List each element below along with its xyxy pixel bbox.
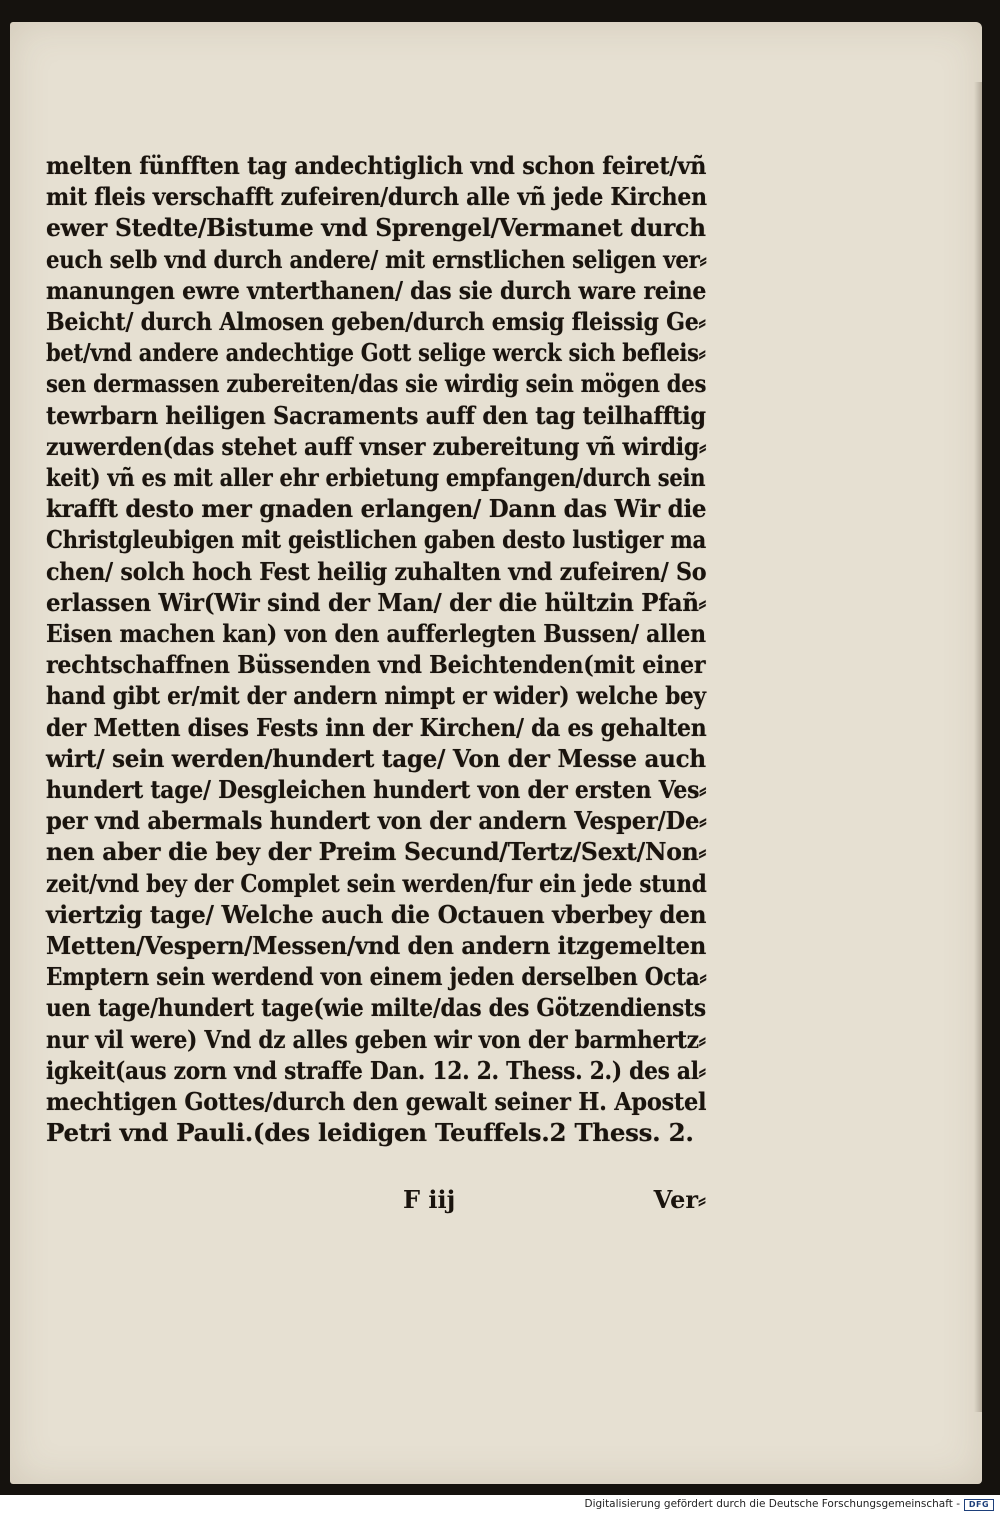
text-line: mit fleis verschafft zufeiren/durch alle vñ jede Kirchen	[46, 182, 707, 212]
text-line: nur vil were) Vnd dz alles geben wir von der barmhertz⸗	[46, 1024, 706, 1054]
page-footer-line	[46, 1185, 706, 1217]
text-line: wirt/ sein werden/hundert tage/ Von der Messe auch	[46, 743, 706, 773]
funding-credit: Digitalisierung gefördert durch die Deutsche Forschungsgemeinschaft -	[584, 1498, 960, 1510]
text-line: bet/vnd andere andechtige Gott selige werck sich befleis⸗	[46, 338, 706, 368]
text-line: viertzig tage/ Welche auch die Octauen vberbey den	[46, 899, 707, 929]
text-line: Eisen machen kan) von den aufferlegten Bussen/ allen	[46, 619, 706, 649]
text-line: igkeit(aus zorn vnd straffe Dan. 12. 2. Thess. 2.) des al⸗	[46, 1055, 706, 1085]
text-line: manungen ewre vnterthanen/ das sie durch ware reine	[46, 275, 707, 305]
text-line: Christgleubigen mit geistlichen gaben desto lustiger ma	[46, 525, 706, 555]
body-text	[46, 150, 706, 1149]
text-line: hundert tage/ Desgleichen hundert von der ersten Ves⸗	[46, 775, 707, 805]
text-line: hand gibt er/mit der andern nimpt er wider) welche bey	[46, 681, 706, 711]
text-line: melten fünfften tag andechtiglich vnd schon feiret/vñ	[46, 151, 707, 180]
text-line: Beicht/ durch Almosen geben/durch emsig fleissig Ge⸗	[46, 307, 706, 337]
text-line: mechtigen Gottes/durch den gewalt seiner H. Apostel	[46, 1087, 707, 1117]
text-line: ewer Stedte/Bistume vnd Sprengel/Vermanet durch	[46, 213, 706, 243]
digitization-footer	[0, 1495, 1000, 1515]
text-line: per vnd abermals hundert von der andern Vesper/De⸗	[46, 806, 707, 836]
text-line: Metten/Vespern/Messen/vnd den andern itzgemelten	[46, 931, 707, 961]
text-line: Petri vnd Pauli.(des leidigen Teuffels.2 Thess. 2.	[46, 1118, 694, 1148]
text-line: Emptern sein werdend von einem jeden derselben Octa⸗	[46, 962, 707, 992]
text-line: uen tage/hundert tage(wie milte/das des Götzendiensts	[46, 993, 706, 1023]
text-line: tewrbarn heiligen Sacraments auff den tag teilhafftig	[46, 400, 706, 430]
text-line: krafft desto mer gnaden erlangen/ Dann das Wir die	[46, 494, 707, 524]
text-line: der Metten dises Fests inn der Kirchen/ da es gehalten	[46, 712, 707, 742]
text-line: euch selb vnd durch andere/ mit ernstlichen seligen ver⸗	[46, 244, 707, 274]
text-line: sen dermassen zubereiten/das sie wirdig sein mögen des	[46, 369, 707, 399]
text-line: rechtschaffnen Büssenden vnd Beichtenden(mit einer	[46, 650, 706, 680]
text-line: nen aber die bey der Preim Secund/Tertz/Sext/Non⸗	[46, 837, 707, 867]
dfg-logo: DFG	[964, 1499, 994, 1511]
page-edge-shadow	[974, 82, 982, 1412]
text-line: zuwerden(das stehet auff vnser zubereitung vñ wirdig⸗	[46, 431, 707, 461]
catchword: Ver⸗	[653, 1185, 706, 1214]
text-line: zeit/vnd bey der Complet sein werden/fur ein jede stund	[46, 868, 707, 898]
signature-mark: F iij	[403, 1185, 456, 1214]
text-line: chen/ solch hoch Fest heilig zuhalten vnd zufeiren/ So	[46, 556, 707, 586]
text-line: keit) vñ es mit aller ehr erbietung empfangen/durch sein	[46, 463, 706, 493]
text-line: erlassen Wir(Wir sind der Man/ der die hültzin Pfañ⸗	[46, 587, 707, 617]
